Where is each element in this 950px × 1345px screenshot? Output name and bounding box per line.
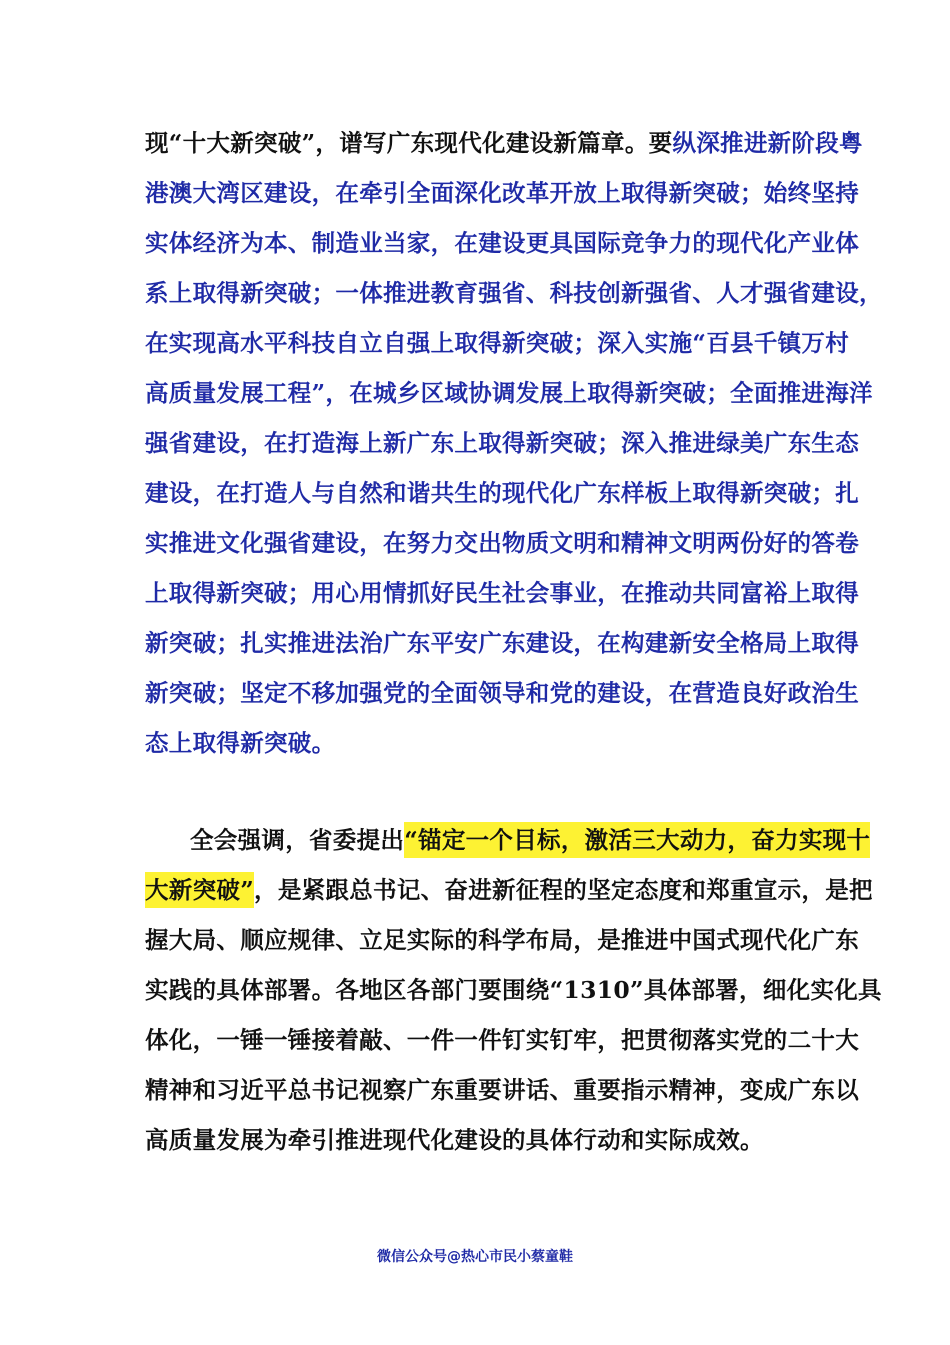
text-plain: 全会强调，省委提出 — [190, 826, 405, 854]
paragraph-2-line: 精神和习近平总书记视察广东重要讲话、重要指示精神，变成广东以 — [145, 1076, 859, 1104]
text-plain: ，是紧跟总书记、奋进新征程的坚定态度和郑重宣示，是把 — [254, 876, 873, 904]
paragraph-1-line: 新突破；扎实推进法治广东平安广东建设，在构建新安全格局上取得 — [145, 629, 859, 657]
paragraph-1-line — [145, 126, 863, 160]
highlighted-text: “锚定一个目标，激活三大动力，奋力实现十 — [404, 822, 870, 858]
paragraph-1-line: 在实现高水平科技自立自强上取得新突破；深入实施“百县千镇万村 — [145, 329, 850, 357]
paragraph-2-line: 高质量发展为牵引推进现代化建设的具体行动和实际成效。 — [145, 1126, 764, 1154]
paragraph-1-line: 实体经济为本、制造业当家，在建设更具国际竞争力的现代化产业体 — [145, 229, 859, 257]
footer-watermark: 微信公众号@热心市民小蔡童鞋 — [377, 1249, 573, 1265]
paragraph-2-line — [190, 823, 871, 857]
text-black: 现“十大新突破”，谱写广东现代化建设新篇章。要 — [145, 129, 673, 157]
text-blue: 纵深推进新阶段粤 — [672, 129, 863, 157]
highlighted-text: 大新突破” — [145, 872, 254, 908]
paragraph-1-line: 实推进文化强省建设，在努力交出物质文明和精神文明两份好的答卷 — [145, 529, 859, 557]
paragraph-2-line: 握大局、顺应规律、立足实际的科学布局，是推进中国式现代化广东 — [145, 926, 859, 954]
paragraph-2-line: 实践的具体部署。各地区各部门要围绕“1310”具体部署，细化实化具 — [145, 976, 882, 1004]
paragraph-1-line: 新突破；坚定不移加强党的全面领导和党的建设，在营造良好政治生 — [145, 679, 859, 707]
paragraph-1-line: 上取得新突破；用心用情抓好民生社会事业，在推动共同富裕上取得 — [145, 579, 859, 607]
paragraph-1-line: 港澳大湾区建设，在牵引全面深化改革开放上取得新突破；始终坚持 — [145, 179, 859, 207]
paragraph-1-line: 强省建设，在打造海上新广东上取得新突破；深入推进绿美广东生态 — [145, 429, 859, 457]
paragraph-2-line — [145, 873, 873, 907]
paragraph-1-line: 态上取得新突破。 — [145, 729, 336, 757]
paragraph-1-line: 建设，在打造人与自然和谐共生的现代化广东样板上取得新突破；扎 — [145, 479, 859, 507]
paragraph-1-line: 系上取得新突破；一体推进教育强省、科技创新强省、人才强省建设， — [145, 279, 883, 307]
paragraph-2-line: 体化，一锤一锤接着敲、一件一件钉实钉牢，把贯彻落实党的二十大 — [145, 1026, 859, 1054]
paragraph-1-line: 高质量发展工程”，在城乡区域协调发展上取得新突破；全面推进海洋 — [145, 379, 873, 407]
